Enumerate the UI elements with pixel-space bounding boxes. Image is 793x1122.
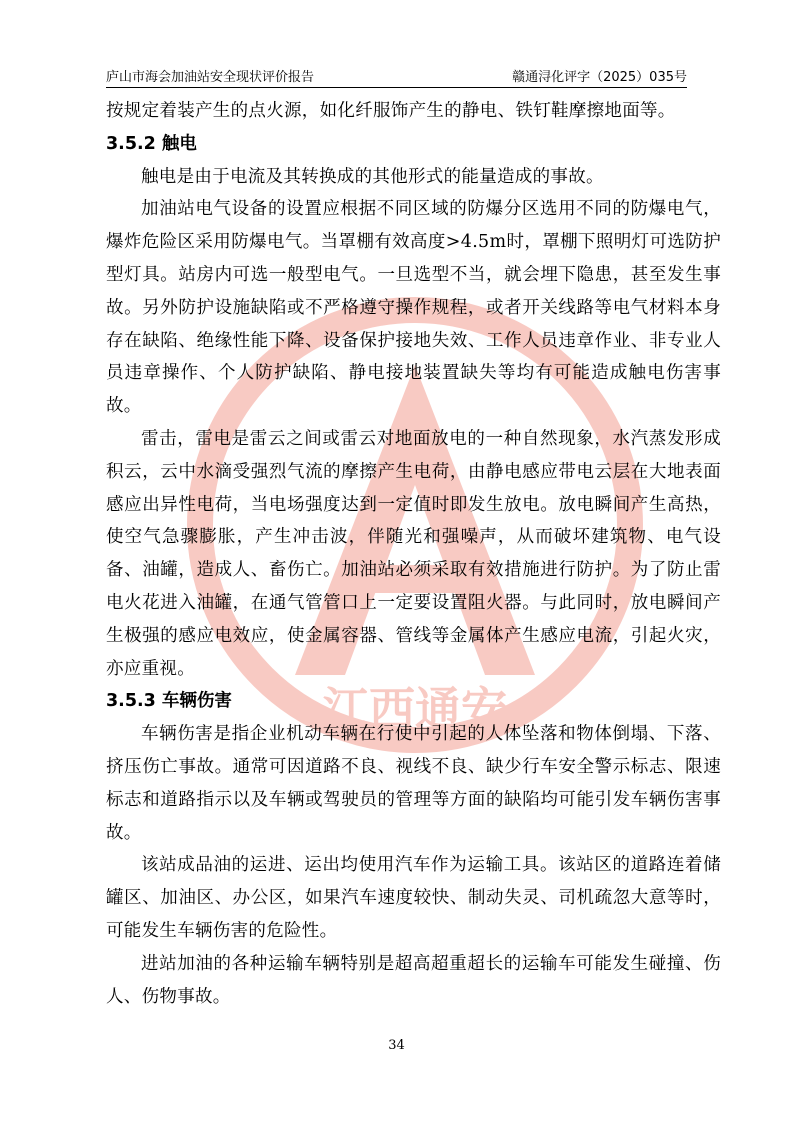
paragraph: 进站加油的各种运输车辆特别是超高超重超长的运输车可能发生碰撞、伤人、伤物事故。	[106, 953, 721, 1007]
section-heading-vehicle-injury: 3.5.3 车辆伤害	[106, 691, 232, 712]
paragraph: 雷击，雷电是雷云之间或雷云对地面放电的一种自然现象，水汽蒸发形成积云，云中水滴受强烈气流的摩擦产生电荷，由静电感应带电云层在大地表面感应出异性电荷，当电场强度达到一定值时即发生放电。放电瞬间产生高热，使空气急骤膨胀，产生冲击波，伴随光和强噪声，从而破坏建筑物、电气设备、油罐，造成人、畜伤亡。加油站必须采取有效措施进行防护。为了防止雷电火花进入油罐，在通气管管口上一定要设置阻火器。与此同时，放电瞬间产生极强的感应电效应，使金属容器、管线等金属体产生感应电流，引起火灾，亦应重视。	[106, 428, 721, 679]
paragraph-continuation: 按规定着装产生的点火源，如化纤服饰产生的静电、铁钉鞋摩擦地面等。	[106, 101, 676, 121]
page-number: 34	[388, 1038, 405, 1053]
paragraph: 车辆伤害是指企业机动车辆在行使中引起的人体坠落和物体倒塌、下落、挤压伤亡事故。通常可因道路不良、视线不良、缺少行车安全警示标志、限速标志和道路指示以及车辆或驾驶员的管理等方面的缺陷均可能引发车辆伤害事故。	[106, 724, 721, 843]
paragraph: 触电是由于电流及其转换成的其他形式的能量造成的事故。	[141, 166, 604, 187]
header-report-title: 庐山市海会加油站安全现状评价报告	[106, 70, 315, 85]
paragraph: 加油站电气设备的设置应根据不同区域的防爆分区选用不同的防爆电气，爆炸危险区采用防爆电气。当罩棚有效高度>4.5m时，罩棚下照明灯可选防护型灯具。站房内可选一般型电气。一旦选型不当，就会埋下隐患，甚至发生事故。另外防护设施缺陷或不严格遵守操作规程，或者开关线路等电气材料本身存在缺陷、绝缘性能下降、设备保护接地失效、工作人员违章作业、非专业人员违章操作、个人防护缺陷、静电接地装置缺失等均有可能造成触电伤害事故。	[106, 199, 721, 417]
header-report-number: 赣通浔化评字（2025）035号	[512, 70, 687, 85]
seal-text: 江西通安	[323, 682, 507, 736]
section-heading-electric-shock: 3.5.2 触电	[106, 133, 197, 154]
page-header	[106, 66, 687, 88]
paragraph: 该站成品油的运进、运出均使用汽车作为运输工具。该站区的道路连着储罐区、加油区、办公区，如果汽车速度较快、制动失灵、司机疏忽大意等时，可能发生车辆伤害的危险性。	[106, 855, 721, 941]
document-body	[106, 95, 721, 1013]
